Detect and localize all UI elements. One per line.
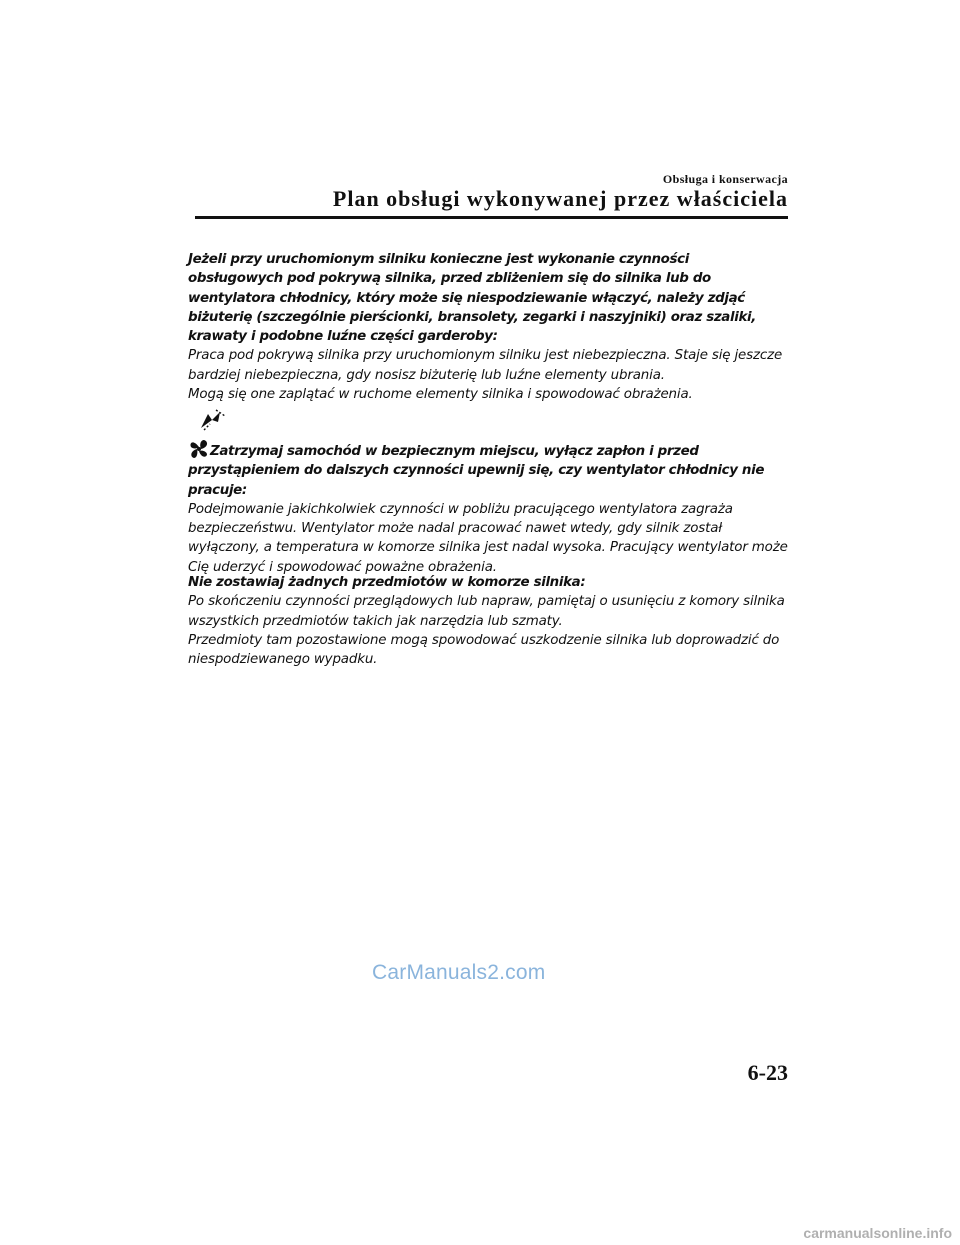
warning-text: Po skończeniu czynności przeglądowych lub napraw, pamiętaj o usunięciu z komory silnika wszystkich przedmiotów takich jak narzędzia lub szmaty. Przedmioty tam pozostawione mogą spowodować uszkodzenie silnika lub doprowadzić do niespodziewanego wypadku. [188,594,785,668]
page-number: 6-23 [747,1060,788,1085]
warning-engine-bay-items [188,573,788,669]
header-rule [195,216,788,219]
warning-text: Podejmowanie jakichkolwiek czynności w pobliżu pracującego wentylatora zagraża bezpieczeństwu. Wentylator może nadal pracować nawet wtedy, gdy silnik został wyłączony, a temperatura w komorze silnika jest nadal wysoka. Pracujący wentylator może Cię uderzyć i spowodować poważne obrażenia. [188,501,788,575]
warning-cooling-fan [188,439,788,577]
section-label: Obsługa i konserwacja [662,172,788,186]
watermark-logo[interactable]: CarManuals2.com [372,961,546,984]
warning-heading-text: Zatrzymaj samochód w bezpiecznym miejscu, wyłącz zapłon i przed przystąpieniem do dalszych czynności upewnij się, czy wentylator chłodnicy nie pracuje: [188,444,765,498]
fan-warning-icon [198,408,228,432]
footer-link[interactable]: carmanualsonline.info [803,1225,952,1241]
warning-heading: Nie zostawiaj żadnych przedmiotów w komorze silnika: [188,575,586,590]
fan-icon [188,439,210,459]
warning-jewelry [188,250,788,404]
warning-heading [188,439,788,500]
page-title: Plan obsługi wykonywanej przez właściciela [332,186,788,211]
warning-heading: Jeżeli przy uruchomionym silniku konieczne jest wykonanie czynności obsługowych pod pokrywą silnika, przed zbliżeniem się do silnika lub do wentylatora chłodnicy, który może się niespodziewanie włączyć, należy zdjąć biżuterię (szczególnie pierścionki, bransolety, zegarki i naszyjniki) oraz szaliki, krawaty i podobne luźne części garderoby: [188,252,757,345]
warning-text: Praca pod pokrywą silnika przy uruchomionym silniku jest niebezpieczna. Staje się jeszcze bardziej niebezpieczna, gdy nosisz biżuterię lub luźne elementy ubrania. Mogą się one zaplątać w ruchome elementy silnika i spowodować obrażenia. [188,348,783,403]
